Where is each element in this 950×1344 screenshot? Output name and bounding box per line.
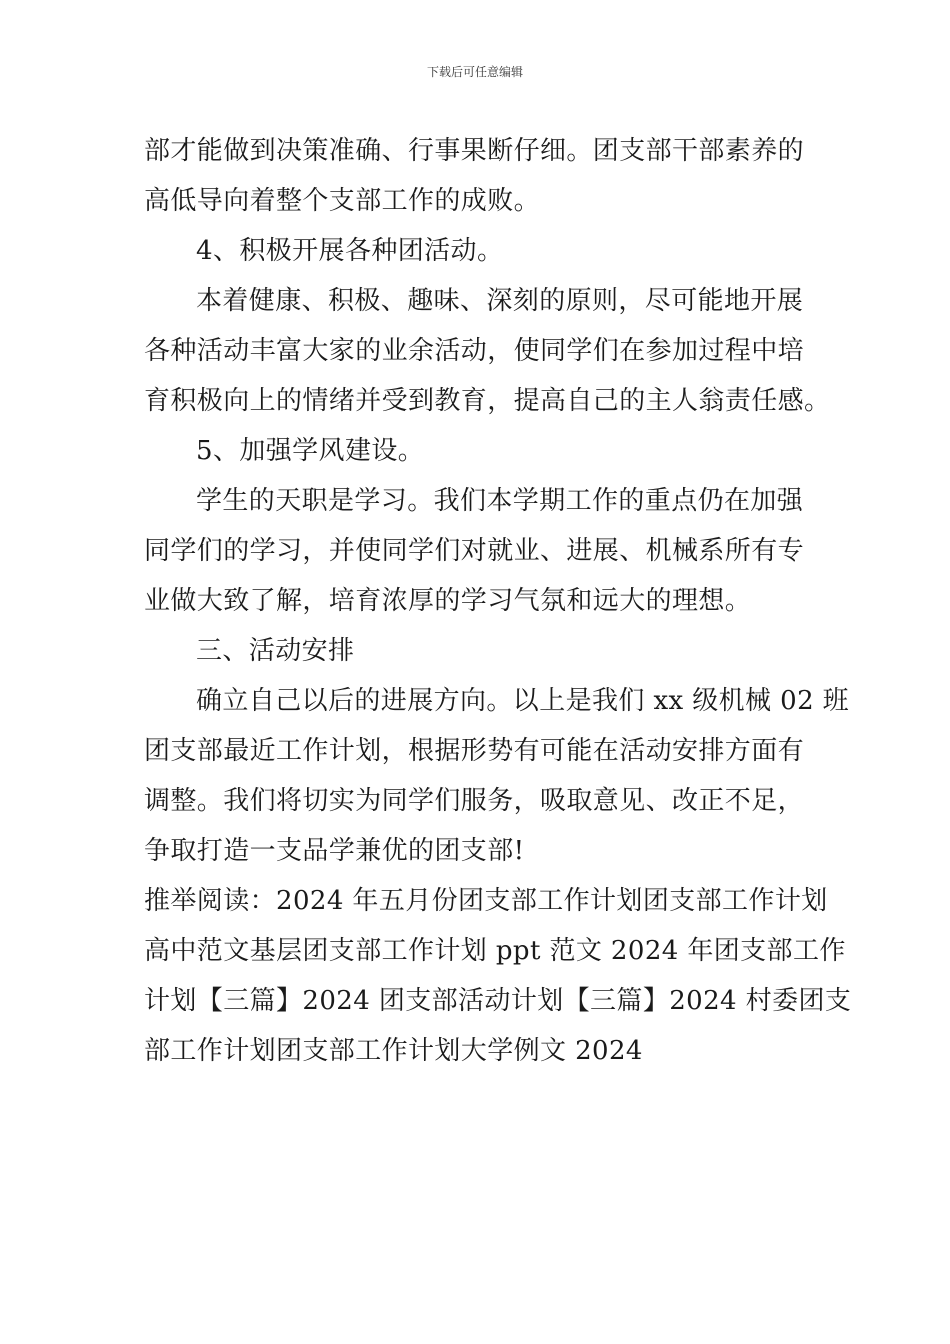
text-line: 争取打造一支品学兼优的团支部! [144,836,525,866]
recommended-reading-line: 高中范文基层团支部工作计划 ppt 范文 2024 年团支部工作 [144,936,846,966]
section-heading: 三、活动安排 [196,636,355,666]
text-line: 学生的天职是学习。我们本学期工作的重点仍在加强 [196,486,804,516]
recommended-reading-line: 计划【三篇】2024 团支部活动计划【三篇】2024 村委团支 [144,986,852,1016]
section-heading: 4、积极开展各种团活动。 [196,236,504,266]
text-line: 确立自己以后的进展方向。以上是我们 xx 级机械 02 班 [196,686,850,716]
text-line: 调整。我们将切实为同学们服务，吸取意见、改正不足， [144,786,805,816]
recommended-reading-line: 推举阅读：2024 年五月份团支部工作计划团支部工作计划 [144,886,828,916]
text-line: 同学们的学习，并使同学们对就业、进展、机械系所有专 [144,536,805,566]
text-line: 高低导向着整个支部工作的成败。 [144,186,541,216]
document-body [144,126,852,1076]
text-line: 部才能做到决策准确、行事果断仔细。团支部干部素养的 [144,136,805,166]
text-line: 团支部最近工作计划，根据形势有可能在活动安排方面有 [144,736,805,766]
text-line: 本着健康、积极、趣味、深刻的原则，尽可能地开展 [196,286,804,316]
text-line: 育积极向上的情绪并受到教育，提高自己的主人翁责任感。 [144,386,831,416]
page-header: 下载后可任意编辑 [426,65,523,79]
recommended-reading-line: 部工作计划团支部工作计划大学例文 2024 [144,1036,643,1066]
text-line: 业做大致了解，培育浓厚的学习气氛和远大的理想。 [144,586,752,616]
text-line: 各种活动丰富大家的业余活动，使同学们在参加过程中培 [144,336,805,366]
section-heading: 5、加强学风建设。 [196,436,425,466]
